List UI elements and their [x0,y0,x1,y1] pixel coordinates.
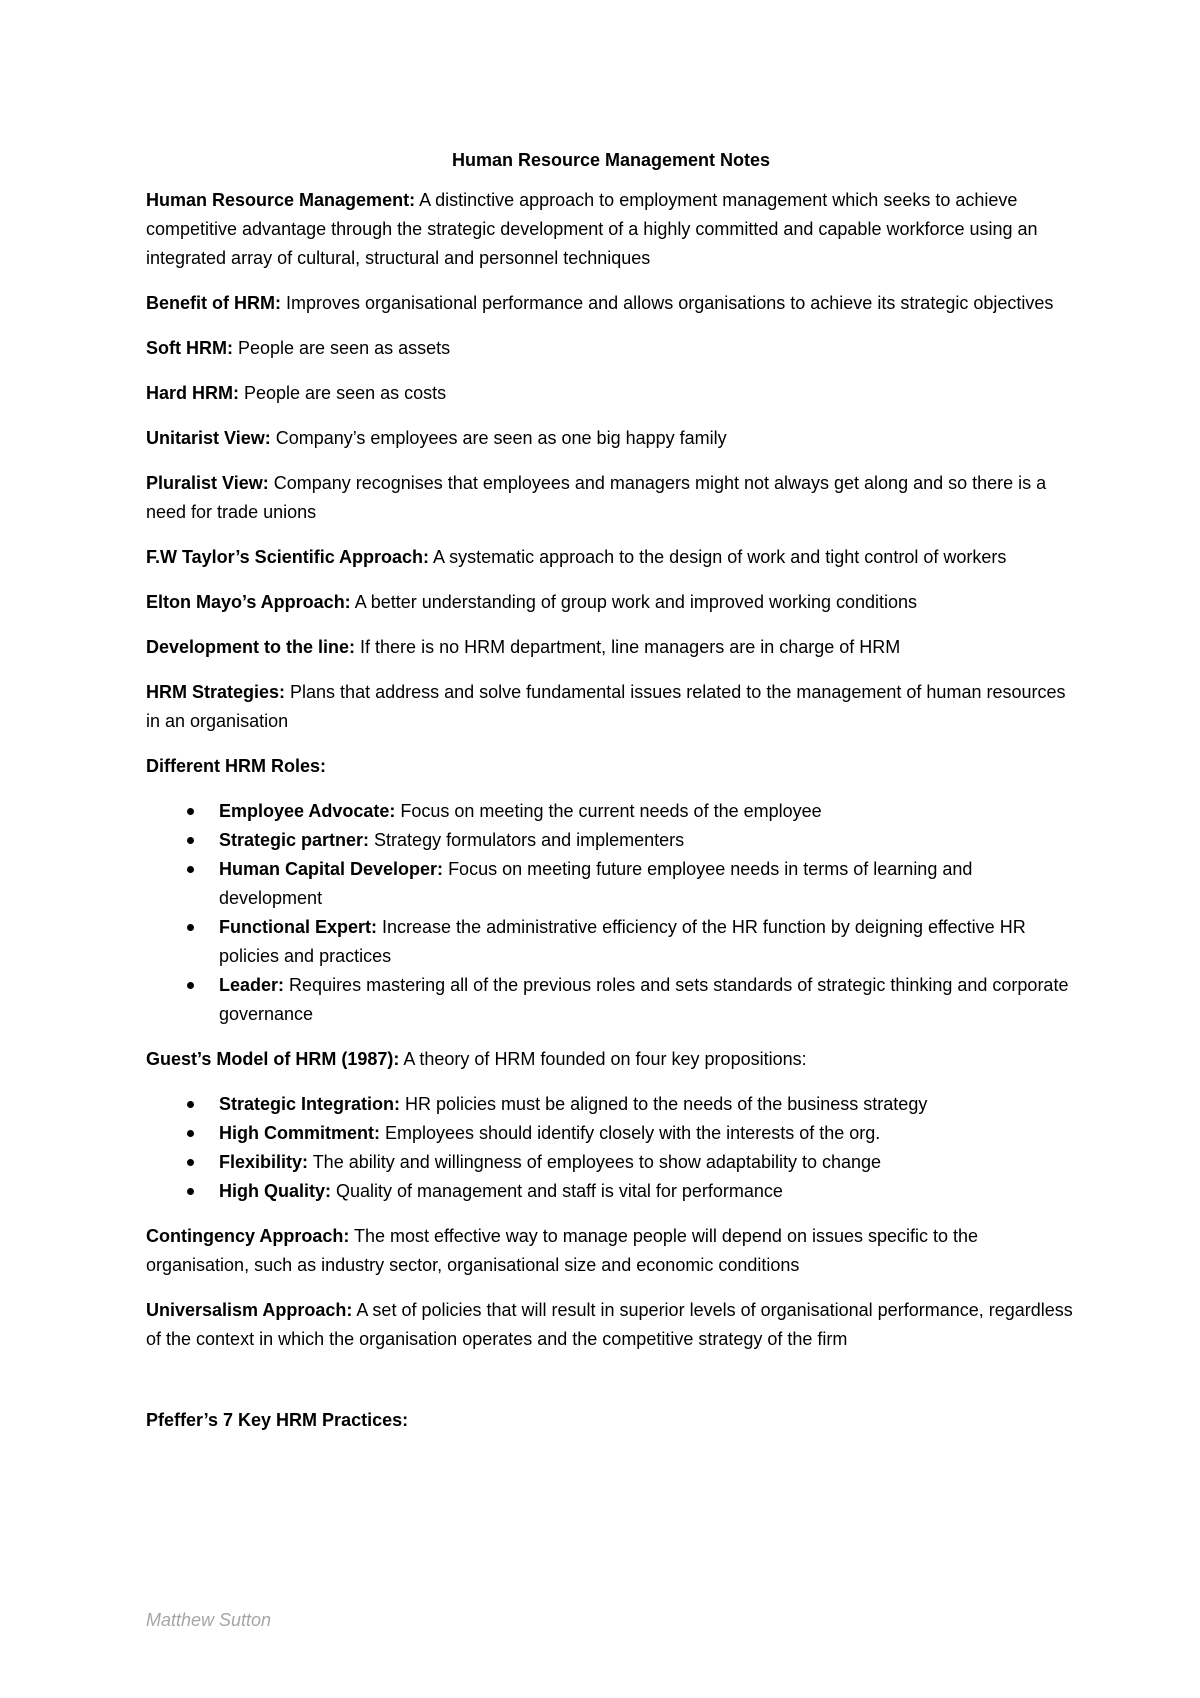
roles-heading-term: Different HRM Roles: [146,756,327,776]
guest-model-item [146,1177,1076,1206]
roles-heading [146,752,1076,781]
guest-model-item-term: High Quality: [219,1181,331,1201]
role-item-text: Focus on meeting the current needs of the employee [395,801,822,821]
role-item [146,797,1076,826]
bullet-icon [187,1188,194,1195]
definition-paragraph-term: Pluralist View: [146,473,269,493]
definition-paragraph [146,678,1076,736]
definition-paragraph-term: Benefit of HRM: [146,293,281,313]
bullet-icon [187,924,194,931]
role-item-term: Functional Expert: [219,917,378,937]
definition-paragraph-term: Elton Mayo’s Approach: [146,592,351,612]
intro-section [146,186,1076,736]
definition-paragraph [146,469,1076,527]
approach-paragraph [146,1296,1076,1354]
bullet-icon [187,1130,194,1137]
pfeffer-heading-term: Pfeffer’s 7 Key HRM Practices: [146,1410,409,1430]
bullet-icon [187,1159,194,1166]
definition-paragraph-text: Plans that address and solve fundamental issues related to the management of human resources in an organisation [146,682,1066,731]
document-body [146,146,1076,1451]
approach-paragraph-term: Universalism Approach: [146,1300,353,1320]
definition-paragraph-text: If there is no HRM department, line managers are in charge of HRM [355,637,901,657]
guest-model-item-term: Flexibility: [219,1152,309,1172]
approach-paragraph [146,1222,1076,1280]
bullet-icon [187,1101,194,1108]
guest-model-item [146,1148,1076,1177]
bullet-icon [187,837,194,844]
definition-paragraph [146,289,1076,318]
definition-paragraph [146,186,1076,273]
closing-section [146,1222,1076,1354]
definition-paragraph-term: HRM Strategies: [146,682,286,702]
footer-author: Matthew Sutton [146,1610,272,1630]
guest-model-item [146,1119,1076,1148]
approach-paragraph-term: Contingency Approach: [146,1226,350,1246]
definition-paragraph-term: Unitarist View: [146,428,271,448]
definition-paragraph-text: People are seen as assets [232,338,451,358]
role-item-text: Focus on meeting future employee needs in terms of learning and development [219,859,973,908]
definition-paragraph-term: Soft HRM: [146,338,233,358]
definition-paragraph-text: A distinctive approach to employment management which seeks to achieve competitive advantage through the strategic development of a highly committed and capable workforce using an integrated array of cultural, structural and personnel techniques [146,190,1038,268]
pfeffer-heading [146,1406,1076,1435]
guest-model-list [146,1090,1076,1206]
definition-paragraph-term: Hard HRM: [146,383,239,403]
role-item [146,855,1076,913]
definition-paragraph [146,424,1076,453]
definition-paragraph-text: Company’s employees are seen as one big happy family [270,428,727,448]
guest-heading [146,1045,1076,1074]
definition-paragraph-term: F.W Taylor’s Scientific Approach: [146,547,430,567]
role-item-text: Increase the administrative efficiency of the HR function by deigning effective HR policies and practices [219,917,1026,966]
definition-paragraph-text: A systematic approach to the design of work and tight control of workers [429,547,1007,567]
guest-model-item-term: Strategic Integration: [219,1094,401,1114]
approach-paragraph-text: A set of policies that will result in superior levels of organisational performance, regardless of the context in which the organisation operates and the competitive strategy of the firm [146,1300,1073,1349]
role-item [146,913,1076,971]
role-item-term: Strategic partner: [219,830,370,850]
roles-list [146,797,1076,1029]
guest-heading-term: Guest’s Model of HRM (1987): [146,1049,400,1069]
guest-model-item-text: The ability and willingness of employees to show adaptability to change [308,1152,882,1172]
guest-model-item [146,1090,1076,1119]
definition-paragraph-term: Human Resource Management: [146,190,416,210]
page-title: Human Resource Management Notes [451,150,771,170]
guest-model-item-text: Quality of management and staff is vital for performance [331,1181,783,1201]
role-item [146,971,1076,1029]
guest-model-item-term: High Commitment: [219,1123,380,1143]
definition-paragraph-text: Company recognises that employees and managers might not always get along and so there is a need for trade unions [146,473,1047,522]
definition-paragraph [146,633,1076,662]
bullet-icon [187,866,194,873]
role-item-term: Leader: [219,975,285,995]
definition-paragraph-text: People are seen as costs [239,383,447,403]
role-item-term: Human Capital Developer: [219,859,444,879]
role-item-term: Employee Advocate: [219,801,396,821]
role-item-text: Strategy formulators and implementers [369,830,685,850]
definition-paragraph-text: A better understanding of group work and improved working conditions [350,592,918,612]
role-item-text: Requires mastering all of the previous roles and sets standards of strategic thinking and corporate governance [219,975,1069,1024]
guest-model-item-text: Employees should identify closely with the interests of the org. [380,1123,881,1143]
definition-paragraph [146,543,1076,572]
definition-paragraph [146,334,1076,363]
guest-model-item-text: HR policies must be aligned to the needs of the business strategy [400,1094,928,1114]
definition-paragraph-term: Development to the line: [146,637,356,657]
bullet-icon [187,982,194,989]
definition-paragraph [146,588,1076,617]
guest-heading-text: A theory of HRM founded on four key propositions: [399,1049,807,1069]
definition-paragraph [146,379,1076,408]
definition-paragraph-text: Improves organisational performance and allows organisations to achieve its strategic objectives [280,293,1054,313]
spacer [146,1370,1076,1406]
role-item [146,826,1076,855]
approach-paragraph-text: The most effective way to manage people will depend on issues specific to the organisation, such as industry sector, organisational size and economic conditions [146,1226,979,1275]
bullet-icon [187,808,194,815]
